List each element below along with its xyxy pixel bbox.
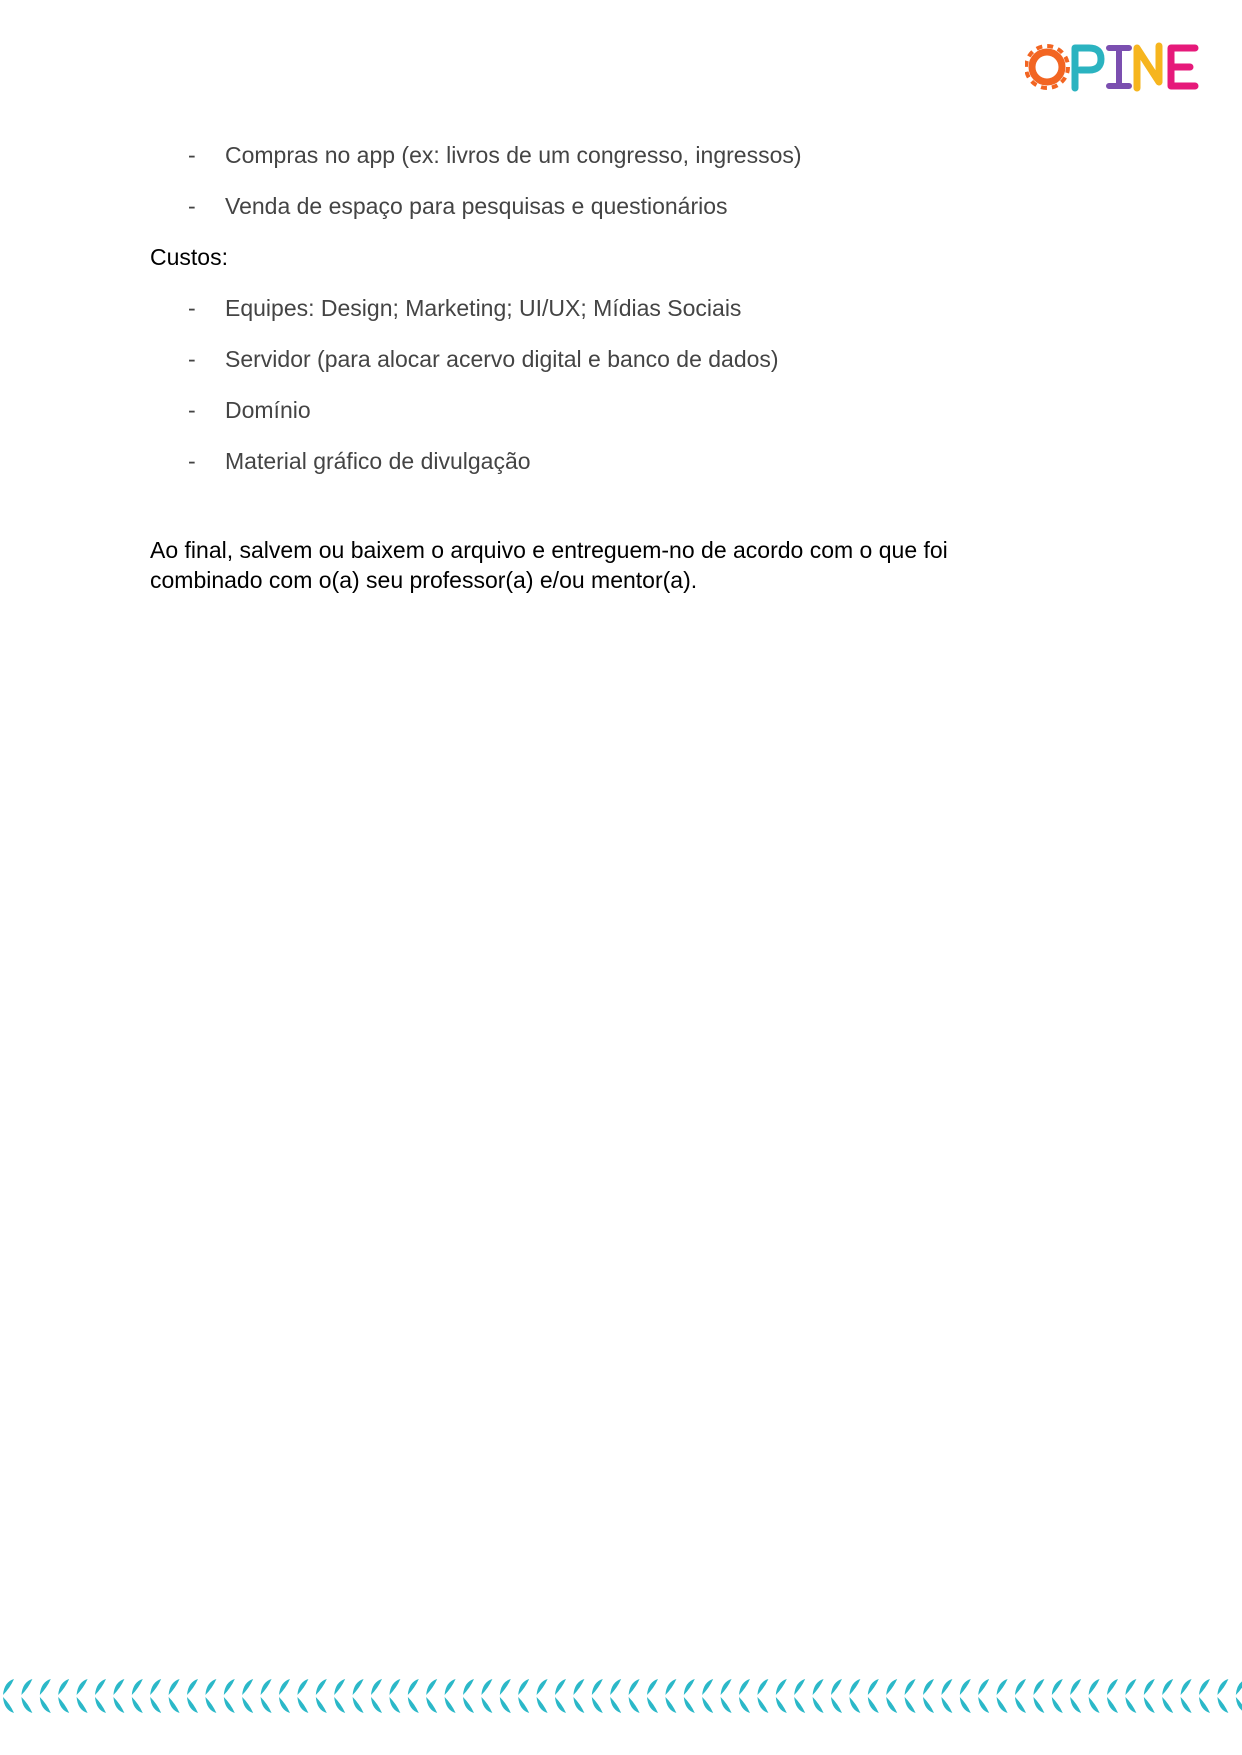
- leaf-shape: [868, 1679, 879, 1695]
- leaf-shape: [1107, 1679, 1118, 1695]
- leaf-shape: [1015, 1697, 1026, 1713]
- leaf-shape: [500, 1697, 511, 1713]
- leaf-shape: [905, 1679, 916, 1695]
- bullet-dash: -: [188, 193, 196, 219]
- leaf-shape: [592, 1679, 603, 1695]
- leaf-shape: [242, 1679, 253, 1695]
- leaf-shape: [1162, 1679, 1173, 1695]
- leaf-shape: [169, 1679, 180, 1695]
- leaf-shape: [868, 1697, 879, 1713]
- leaf-shape: [702, 1697, 713, 1713]
- leaf-shape: [941, 1679, 952, 1695]
- leaf-shape: [1070, 1679, 1081, 1695]
- leaf-shape: [1125, 1679, 1136, 1695]
- leaf-shape: [95, 1697, 106, 1713]
- leaf-shape: [849, 1697, 860, 1713]
- costs-list: [150, 293, 1050, 477]
- leaf-shape: [555, 1679, 566, 1695]
- leaf-shape: [224, 1679, 235, 1695]
- list-item-text: Domínio: [225, 397, 311, 423]
- leaf-shape: [702, 1679, 713, 1695]
- leaf-shape: [297, 1679, 308, 1695]
- leaf-shape: [978, 1679, 989, 1695]
- leaf-shape: [757, 1679, 768, 1695]
- leaf-shape: [537, 1679, 548, 1695]
- leaf-shape: [334, 1679, 345, 1695]
- leaf-shape: [58, 1697, 69, 1713]
- opine-logo: [1025, 42, 1200, 92]
- leaf-shape: [1144, 1679, 1155, 1695]
- leaf-shape: [518, 1697, 529, 1713]
- leaf-shape: [665, 1697, 676, 1713]
- leaf-shape: [426, 1697, 437, 1713]
- logo-letter-o: [1026, 46, 1068, 88]
- leaf-shape: [629, 1679, 640, 1695]
- leaf-shape: [1052, 1679, 1063, 1695]
- leaf-shape: [794, 1697, 805, 1713]
- document-body: [150, 140, 1050, 595]
- leaf-shape: [776, 1697, 787, 1713]
- leaf-shape: [684, 1679, 695, 1695]
- leaf-shape: [1217, 1697, 1228, 1713]
- list-item-text: Servidor (para alocar acervo digital e banco de dados): [225, 346, 779, 372]
- leaf-shape: [40, 1679, 51, 1695]
- leaf-shape: [3, 1679, 14, 1695]
- leaf-shape: [610, 1697, 621, 1713]
- logo-letter-n: [1137, 46, 1159, 88]
- leaf-shape: [481, 1697, 492, 1713]
- list-item-text: Equipes: Design; Marketing; UI/UX; Mídias Sociais: [225, 295, 742, 321]
- leaf-shape: [684, 1697, 695, 1713]
- revenue-list: [150, 140, 1050, 222]
- leaf-shape: [960, 1697, 971, 1713]
- leaf-shape: [481, 1679, 492, 1695]
- leaf-shape: [389, 1679, 400, 1695]
- leaf-shape: [353, 1679, 364, 1695]
- leaf-shape: [831, 1679, 842, 1695]
- leaf-shape: [721, 1679, 732, 1695]
- leaf-shape: [334, 1697, 345, 1713]
- leaf-shape: [1052, 1697, 1063, 1713]
- leaf-shape: [1033, 1697, 1044, 1713]
- leaf-shape: [1199, 1697, 1210, 1713]
- leaf-shape: [500, 1679, 511, 1695]
- leaf-shape: [1125, 1697, 1136, 1713]
- leaf-shape: [261, 1679, 272, 1695]
- leaf-shape: [813, 1679, 824, 1695]
- leaf-shape: [408, 1697, 419, 1713]
- leaf-shape: [721, 1697, 732, 1713]
- leaf-shape: [150, 1679, 161, 1695]
- leaf-shape: [58, 1679, 69, 1695]
- leaf-shape: [886, 1697, 897, 1713]
- closing-paragraph: Ao final, salvem ou baixem o arquivo e entreguem-no de acordo com o que foi combinado com o(a) seu professor(a) e/ou mentor(a).: [150, 537, 948, 593]
- leaf-shape: [923, 1697, 934, 1713]
- leaf-shape: [739, 1679, 750, 1695]
- leaf-shape: [77, 1679, 88, 1695]
- list-item: [150, 293, 1050, 324]
- leaf-shape: [647, 1679, 658, 1695]
- leaf-shape: [1162, 1697, 1173, 1713]
- leaf-shape: [242, 1697, 253, 1713]
- leaf-shape: [1236, 1697, 1242, 1713]
- leaf-shape: [647, 1697, 658, 1713]
- leaf-shape: [813, 1697, 824, 1713]
- leaf-shape: [665, 1679, 676, 1695]
- leaf-shape: [279, 1679, 290, 1695]
- list-item: [150, 344, 1050, 375]
- bullet-dash: -: [188, 346, 196, 372]
- leaf-shape: [169, 1697, 180, 1713]
- leaf-shape: [95, 1679, 106, 1695]
- leaf-shape: [1015, 1679, 1026, 1695]
- leaf-shape: [224, 1697, 235, 1713]
- leaf-shape: [1070, 1697, 1081, 1713]
- leaf-shape: [205, 1697, 216, 1713]
- leaf-shape: [445, 1697, 456, 1713]
- bullet-dash: -: [188, 142, 196, 168]
- leaf-shape: [757, 1697, 768, 1713]
- logo-letter-i: [1109, 48, 1129, 86]
- leaf-shape: [776, 1679, 787, 1695]
- leaf-shape: [1033, 1679, 1044, 1695]
- leaf-shape: [113, 1679, 124, 1695]
- leaf-shape: [610, 1679, 621, 1695]
- leaf-shape: [297, 1697, 308, 1713]
- leaf-shape: [1217, 1679, 1228, 1695]
- list-item: [150, 446, 1050, 477]
- leaf-shape: [1089, 1679, 1100, 1695]
- leaf-shape: [1181, 1697, 1192, 1713]
- leaf-shape: [3, 1697, 14, 1713]
- leaf-shape: [1181, 1679, 1192, 1695]
- costs-heading: Custos:: [150, 244, 228, 270]
- leaf-shape: [77, 1697, 88, 1713]
- leaf-shape: [389, 1697, 400, 1713]
- leaf-shape: [132, 1679, 143, 1695]
- leaf-shape: [555, 1697, 566, 1713]
- leaf-shape: [1089, 1697, 1100, 1713]
- leaf-shape: [923, 1679, 934, 1695]
- leaf-shape: [886, 1679, 897, 1695]
- list-item: [150, 395, 1050, 426]
- leaf-shape: [592, 1697, 603, 1713]
- leaf-shape: [849, 1679, 860, 1695]
- bullet-dash: -: [188, 295, 196, 321]
- leaf-shape: [997, 1697, 1008, 1713]
- leaf-shape: [353, 1697, 364, 1713]
- leaf-shape: [205, 1679, 216, 1695]
- leaf-shape: [113, 1697, 124, 1713]
- leaf-shape: [573, 1679, 584, 1695]
- leaf-shape: [279, 1697, 290, 1713]
- leaf-shape: [316, 1697, 327, 1713]
- leaf-shape: [573, 1697, 584, 1713]
- leaf-shape: [445, 1679, 456, 1695]
- leaf-shape: [794, 1679, 805, 1695]
- list-item: [150, 191, 1050, 222]
- leaf-shape: [629, 1697, 640, 1713]
- leaf-shape: [1236, 1679, 1242, 1695]
- leaf-shape: [371, 1679, 382, 1695]
- leaf-shape: [261, 1697, 272, 1713]
- leaf-shape: [941, 1697, 952, 1713]
- leaf-shape: [960, 1679, 971, 1695]
- leaf-shape: [831, 1697, 842, 1713]
- leaf-shape: [978, 1697, 989, 1713]
- bullet-dash: -: [188, 448, 196, 474]
- leaf-shape: [426, 1679, 437, 1695]
- list-item-text: Material gráfico de divulgação: [225, 448, 531, 474]
- leaf-shape: [463, 1697, 474, 1713]
- leaf-shape: [316, 1679, 327, 1695]
- leaf-shape: [1199, 1679, 1210, 1695]
- leaf-shape: [1107, 1697, 1118, 1713]
- list-item-text: Venda de espaço para pesquisas e questionários: [225, 193, 728, 219]
- list-item-text: Compras no app (ex: livros de um congresso, ingressos): [225, 142, 802, 168]
- leaf-shape: [518, 1679, 529, 1695]
- leaf-shape: [187, 1697, 198, 1713]
- leaf-shape: [1144, 1697, 1155, 1713]
- leaf-shape: [21, 1679, 32, 1695]
- leaf-shape: [371, 1697, 382, 1713]
- logo-letter-e: [1171, 48, 1195, 86]
- leaf-shape: [463, 1679, 474, 1695]
- logo-letter-p: [1075, 48, 1101, 88]
- leaf-shape: [132, 1697, 143, 1713]
- list-item: [150, 140, 1050, 171]
- bullet-dash: -: [188, 397, 196, 423]
- leaf-shape: [997, 1679, 1008, 1695]
- leaf-shape: [739, 1697, 750, 1713]
- leaf-shape: [21, 1697, 32, 1713]
- leaf-shape: [408, 1679, 419, 1695]
- leaf-shape: [537, 1697, 548, 1713]
- decorative-leaf-border: [0, 1676, 1242, 1716]
- leaf-shape: [187, 1679, 198, 1695]
- leaf-shape: [150, 1697, 161, 1713]
- leaf-shape: [40, 1697, 51, 1713]
- leaf-shape: [905, 1697, 916, 1713]
